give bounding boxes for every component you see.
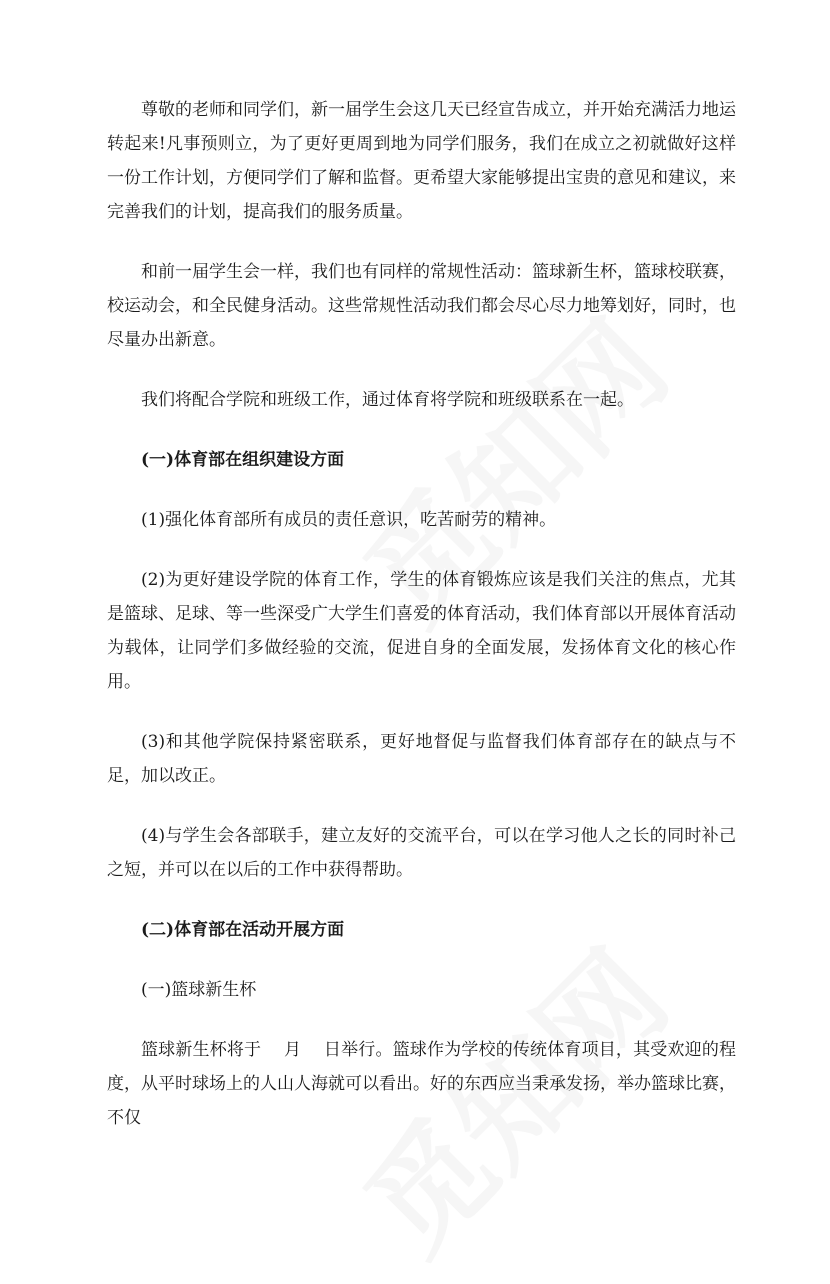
subheading-basketball-cup: (一)篮球新生杯: [141, 980, 257, 1000]
list-item-1: (1)强化体育部所有成员的责任意识，吃苦耐劳的精神。: [141, 510, 557, 530]
list-item-4: (4)与学生会各部联手，建立友好的交流平台，可以在学习他人之长的同时补己之短，并可以在以后的工作中获得帮助。: [107, 826, 736, 880]
list-item-3: (3)和其他学院保持紧密联系，更好地督促与监督我们体育部存在的缺点与不足，加以改正。: [107, 732, 736, 786]
paragraph-regular-activities: 和前一届学生会一样，我们也有同样的常规性活动：篮球新生杯，篮球校联赛，校运动会，和全民健身活动。这些常规性活动我们都会尽心尽力地筹划好，同时，也尽量办出新意。: [107, 262, 736, 350]
paragraph-cooperation: 我们将配合学院和班级工作，通过体育将学院和班级联系在一起。: [141, 390, 634, 410]
document-page: [107, 93, 736, 1161]
section-heading-organization: (一)体育部在组织建设方面: [141, 450, 345, 470]
list-item-2: (2)为更好建设学院的体育工作，学生的体育锻炼应该是我们关注的焦点，尤其是篮球、足球、等一些深受广大学生们喜爱的体育活动，我们体育部以开展体育活动为载体，让同学们多做经验的交流，促进自身的全面发展，发扬体育文化的核心作用。: [107, 570, 736, 692]
paragraph-intro: 尊敬的老师和同学们，新一届学生会这几天已经宣告成立，并开始充满活力地运转起来!凡事预则立，为了更好更周到地为同学们服务，我们在成立之初就做好这样一份工作计划，方便同学们了解和监督。更希望大家能够提出宝贵的意见和建议，来完善我们的计划，提高我们的服务质量。: [107, 100, 736, 222]
paragraph-basketball-cup: 篮球新生杯将于 月 日举行。篮球作为学校的传统体育项目，其受欢迎的程度，从平时球场上的人山人海就可以看出。好的东西应当秉承发扬，举办篮球比赛，不仅: [107, 1040, 736, 1128]
section-heading-activities: (二)体育部在活动开展方面: [141, 920, 345, 940]
